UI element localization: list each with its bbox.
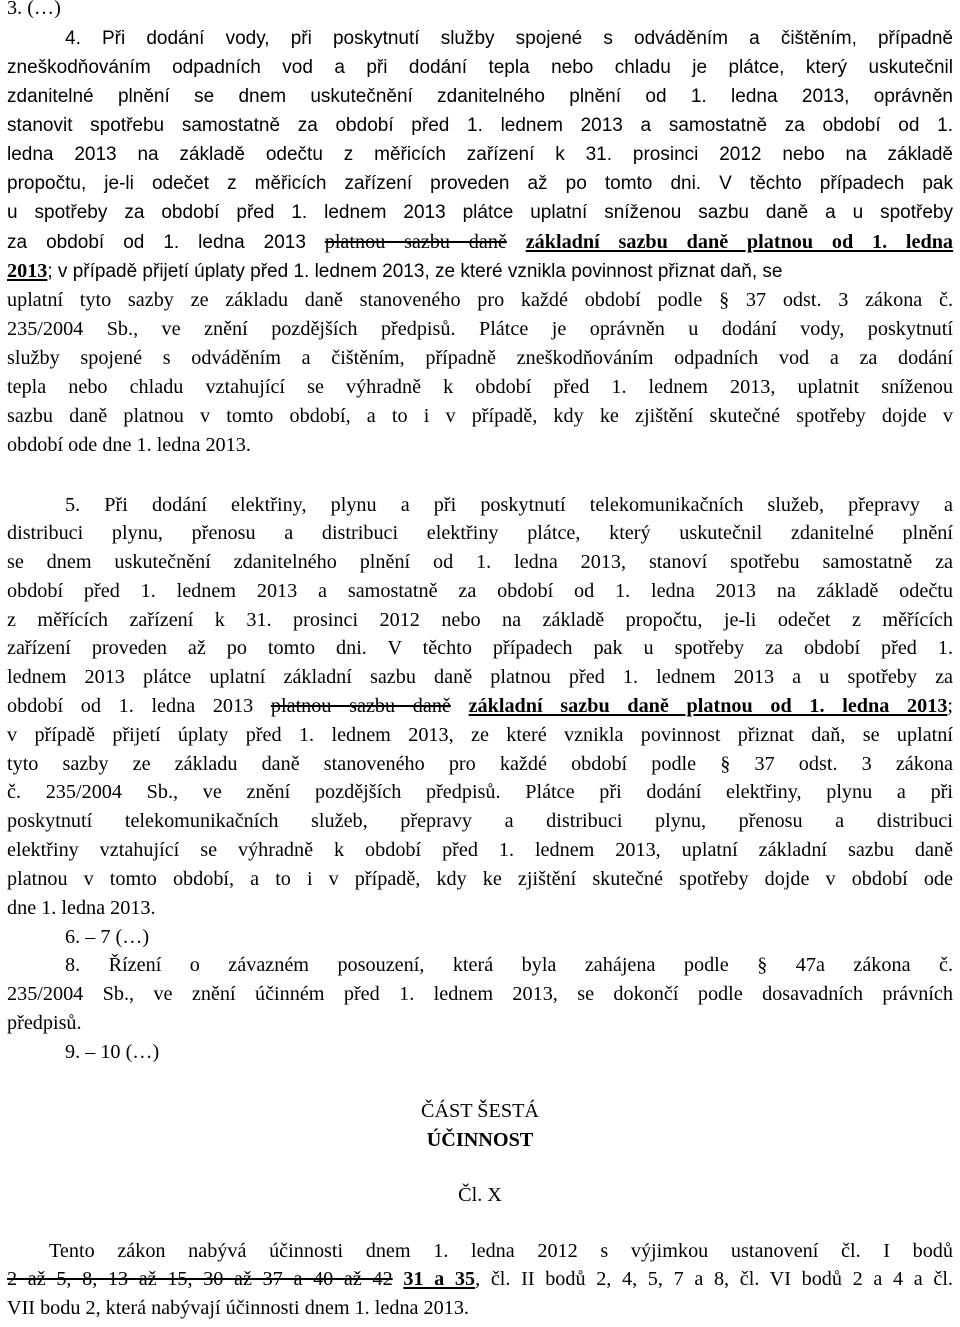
item-4-line-14: sazbu daně platnou v tomto období, a to i v případě, kdy ke zjištění skutečné spotřeby dojde v <box>7 405 953 427</box>
item-5-line-14: platnou v tomto období, a to i v případě, kdy ke zjištění skutečné spotřeby dojde v období ode <box>7 868 953 890</box>
item-9-10: 9. – 10 (…) <box>65 1041 160 1063</box>
item-5-line-2: distribuci plynu, přenosu a distribuci elektřiny plátce, který uskutečnil zdanitelné plnění <box>7 522 953 544</box>
text-fragment <box>469 695 953 717</box>
deleted-text: platnou sazbu daně <box>324 231 507 253</box>
item-8-line-3: předpisů. <box>7 1012 82 1034</box>
item-4-line-10: uplatní tyto sazby ze základu daně stanoveného pro každé období podle § 37 odst. 3 zákona č. <box>7 289 953 311</box>
article-x-line-3: VII bodu 2, která nabývají účinnosti dnem 1. ledna 2013. <box>7 1297 469 1319</box>
item-5-line-5: z měřících zařízení k 31. prosinci 2012 nebo na základě propočtu, je-li odečet z měřících <box>7 609 953 631</box>
text-fragment: ; <box>947 695 954 717</box>
item-8-line-2: 235/2004 Sb., ve znění účinném před 1. lednem 2013, se dokončí podle dosavadních právních <box>7 983 953 1005</box>
item-5-line-1: 5. Při dodání elektřiny, plynu a při poskytnutí telekomunikačních služeb, přepravy a <box>65 494 953 516</box>
article-x-line-1: Tento zákon nabývá účinnosti dnem 1. ledna 2012 s výjimkou ustanovení čl. I bodů <box>49 1240 953 1262</box>
item-5-line-8 <box>7 694 953 718</box>
inserted-text: základní sazbu daně platnou od 1. ledna <box>525 231 954 253</box>
item-4-line-2: zneškodňováním odpadních vod a při dodání tepla nebo chladu je plátce, který uskutečnil <box>7 57 953 78</box>
text-fragment <box>403 1268 953 1290</box>
item-5-line-15: dne 1. ledna 2013. <box>7 897 156 919</box>
item-5-line-9: v případě přijetí úplaty před 1. lednem 2013, ze které vznikla povinnost přiznat daň, se uplatní <box>7 724 953 746</box>
item-4-line-3: zdanitelné plnění se dnem uskutečnění zdanitelného plnění od 1. ledna 2013, oprávněn <box>7 86 953 107</box>
item-5-line-13: elektřiny vztahující se výhradně k období před 1. lednem 2013, uplatní základní sazbu daně <box>7 839 953 861</box>
inserted-text: 31 a 35 <box>403 1268 476 1290</box>
part-title: ÚČINNOST <box>426 1129 534 1151</box>
item-4-line-8 <box>7 230 953 255</box>
deleted-text: 2 až 5, 8, 13 až 15, 30 až 37 a 40 až 42 <box>7 1268 393 1290</box>
item-5-line-7: lednem 2013 plátce uplatní základní sazbu daně platnou před 1. lednem 2013 a u spotřeby za <box>7 666 953 688</box>
part-heading: ČÁST ŠESTÁ <box>421 1100 539 1122</box>
text-fragment: období od 1. ledna 2013 <box>7 695 254 717</box>
item-4-line-4: stanovit spotřebu samostatně za období před 1. lednem 2013 a samostatně za období od 1. <box>7 115 953 136</box>
item-5-line-3: se dnem uskutečnění zdanitelného plnění od 1. ledna 2013, stanoví spotřebu samostatně za <box>7 551 953 573</box>
item-5-line-11: č. 235/2004 Sb., ve znění pozdějších předpisů. Plátce při dodání elektřiny, plynu a při <box>7 781 953 803</box>
item-4-line-5: ledna 2013 na základě odečtu z měřicích zařízení k 31. prosinci 2012 nebo na základě <box>7 144 953 165</box>
item-4-line-6: propočtu, je-li odečet z měřicích zařízení proveden až po tomto dni. V těchto případech pak <box>7 173 953 194</box>
item-5-line-4: období před 1. lednem 2013 a samostatně za období od 1. ledna 2013 na základě odečtu <box>7 580 953 602</box>
item-5-line-6: zařízení proveden až po tomto dni. V těchto případech pak u spotřeby za období před 1. <box>7 637 953 659</box>
text-fragment: ; v případě přijetí úplaty před 1. lednem 2013, ze které vznikla povinnost přiznat daň, se <box>47 261 783 282</box>
item-5-line-10: tyto sazby ze základu daně stanoveného pro každé období podle § 37 odst. 3 zákona <box>7 753 953 775</box>
text-fragment: za období od 1. ledna 2013 <box>7 232 306 253</box>
item-4-line-7: u spotřeby za období před 1. lednem 2013 plátce uplatní sníženou sazbu daně a u spotřeby <box>7 202 953 223</box>
text-fragment: , čl. II bodů 2, 4, 5, 7 a 8, čl. VI bodů 2 a 4 a čl. <box>475 1268 953 1290</box>
item-4-line-1: 4. Při dodání vody, při poskytnutí služby spojené s odváděním a čištěním, případně <box>65 28 953 49</box>
article-heading: Čl. X <box>458 1184 502 1206</box>
item-6-7: 6. – 7 (…) <box>65 926 150 948</box>
item-4-line-11: 235/2004 Sb., ve znění pozdějších předpisů. Plátce je oprávněn u dodání vody, poskytnutí <box>7 318 953 340</box>
item-5-line-12: poskytnutí telekomunikačních služeb, přepravy a distribuci plynu, přenosu a distribuci <box>7 810 953 832</box>
item-4-line-9 <box>7 259 782 284</box>
deleted-text: platnou sazbu daně <box>270 695 451 717</box>
item-4-line-12: služby spojené s odváděním a čištěním, případně zneškodňováním odpadních vod a za dodání <box>7 347 953 369</box>
item-8-line-1: 8. Řízení o závazném posouzení, která byla zahájena podle § 47a zákona č. <box>65 954 953 976</box>
item-4-line-15: období ode dne 1. ledna 2013. <box>7 434 251 456</box>
inserted-text: 2013 <box>7 260 48 282</box>
article-x-line-2 <box>7 1267 953 1291</box>
item-4-line-13: tepla nebo chladu vztahující se výhradně k období před 1. lednem 2013, uplatnit sníženou <box>7 376 953 398</box>
item-3: 3. (…) <box>7 0 61 19</box>
inserted-text: základní sazbu daně platnou od 1. ledna 2013 <box>468 695 948 717</box>
